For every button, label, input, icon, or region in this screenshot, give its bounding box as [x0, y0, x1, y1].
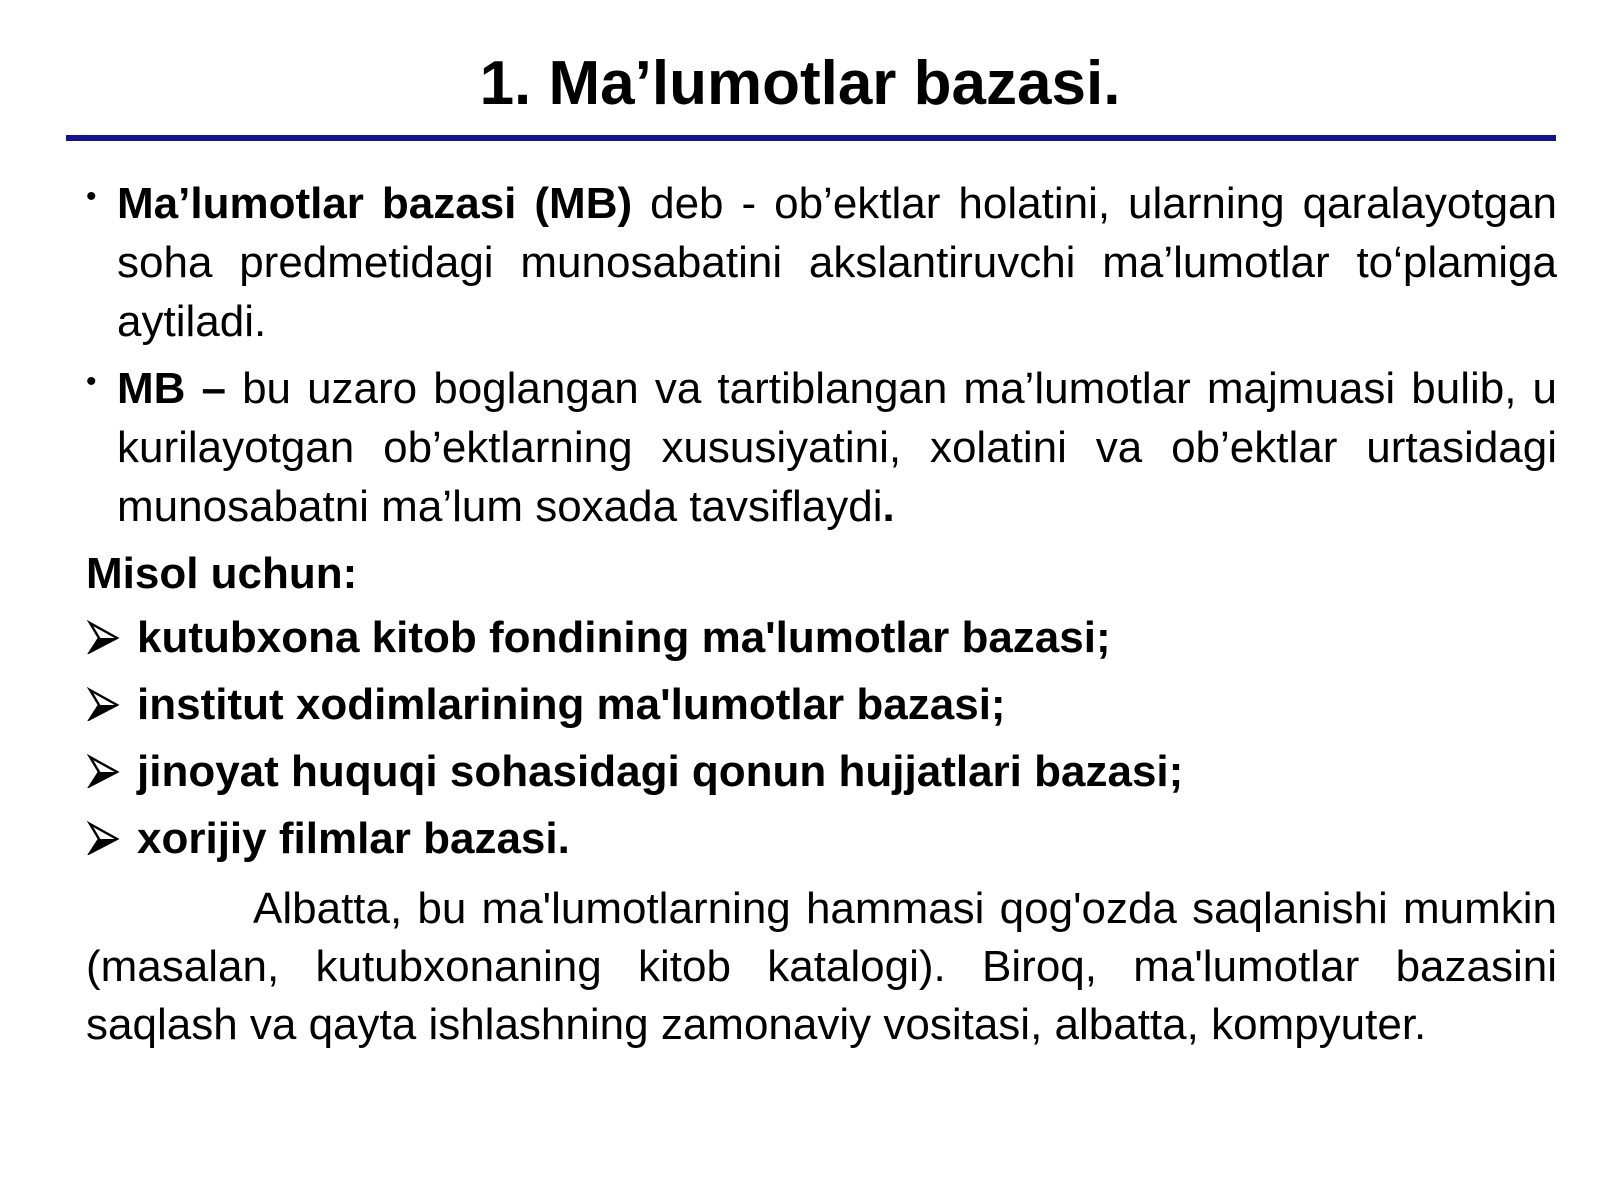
arrow-bullet-icon: [86, 821, 120, 855]
definition-term: MB –: [117, 364, 226, 413]
slide-title: 1. Ma’lumotlar bazasi.: [479, 49, 1121, 118]
bullet-dot-icon: •: [86, 180, 97, 213]
definition-end: .: [882, 482, 895, 531]
definition-text: deb - ob’ektlar holatini, ularning qaralayotgan soha predmetidagi munosabatini akslantiruvchi ma’lumotlar to‘plamiga aytiladi.: [117, 179, 1557, 346]
definition-bullet-2: [86, 359, 1557, 536]
arrow-bullet-icon: [86, 687, 120, 721]
example-item: [86, 742, 1557, 809]
example-text: xorijiy filmlar bazasi.: [137, 814, 570, 863]
closing-paragraph: Albatta, bu ma'lumotlarning hammasi qog'ozda saqlanishi mumkin (masalan, kutubxonaning kitob katalogi). Biroq, ma'lumotlar bazasini saqlash va qayta ishlashning zamonaviy vositasi, albatta, kompyuter.: [86, 884, 1557, 1049]
example-text: kutubxona kitob fondining ma'lumotlar bazasi;: [137, 613, 1111, 662]
slide-content: [86, 174, 1557, 1054]
arrow-bullet-icon: [86, 620, 120, 654]
bullet-dot-icon: •: [86, 365, 97, 398]
definition-bullet-1: [86, 174, 1557, 351]
example-item: [86, 809, 1557, 876]
title-divider: [66, 135, 1556, 141]
example-heading: Misol uchun:: [86, 549, 358, 598]
example-text: jinoyat huquqi sohasidagi qonun hujjatlari bazasi;: [137, 747, 1184, 796]
example-item: [86, 608, 1557, 675]
definition-term: Ma’lumotlar bazasi (MB): [117, 179, 633, 228]
arrow-bullet-icon: [86, 754, 120, 788]
definition-text: bu uzaro boglangan va tartiblangan ma’lumotlar majmuasi bulib, u kurilayotgan ob’ektlarning xususiyatini, xolatini va ob’ektlar urtasidagi munosabatni ma’lum soxada tavsiflaydi: [117, 364, 1557, 531]
example-text: institut xodimlarining ma'lumotlar bazasi;: [137, 680, 1006, 729]
example-item: [86, 675, 1557, 742]
